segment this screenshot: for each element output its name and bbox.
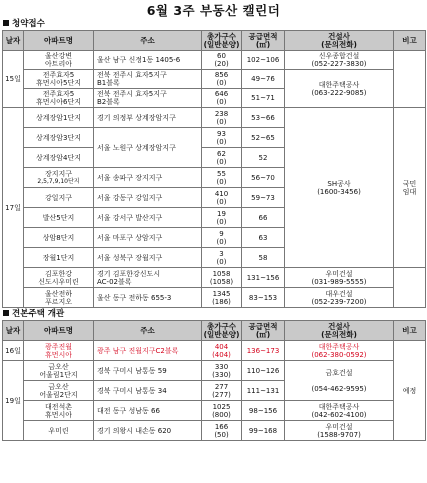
note-cell [394, 268, 426, 308]
apt-name: 김포한강 신도시우미린 [24, 268, 94, 288]
apt-name: 강일지구 [24, 188, 94, 208]
table-row [3, 361, 426, 381]
builder: 대한주택공사 (062-380-0592) [285, 341, 394, 361]
header-area: 공급면적 (㎡) [242, 321, 285, 341]
address: 울산 동구 전하동 655-3 [94, 288, 202, 308]
area: 136~173 [242, 341, 285, 361]
address: 서울 강동구 강일지구 [94, 188, 202, 208]
apt-name: 대전석촌 휴먼시아 [24, 401, 94, 421]
area: 99~168 [242, 421, 285, 441]
area: 59~73 [242, 188, 285, 208]
header-note: 비고 [394, 31, 426, 51]
area: 66 [242, 208, 285, 228]
units: 60 (20) [202, 51, 242, 70]
address: 대전 동구 성남동 66 [94, 401, 202, 421]
date-cell: 16일 [3, 341, 24, 361]
address: 서울 노원구 상계장암지구 [94, 128, 202, 168]
address: 광주 남구 진월지구C2블록 [94, 341, 202, 361]
units: 55 (0) [202, 168, 242, 188]
area: 110~126 [242, 361, 285, 381]
header-date: 날자 [3, 321, 24, 341]
apt-name: 상계장암4단지 [24, 148, 94, 168]
area: 49~76 [242, 70, 285, 89]
units: 1345 (186) [202, 288, 242, 308]
note-cell: 예정 [394, 341, 426, 441]
table-row [3, 70, 426, 89]
address: 울산 남구 신정1동 1405-6 [94, 51, 202, 70]
builder: 대우건설 (052-239-7200) [285, 288, 394, 308]
apt-name: 금오산 어울림2단지 [24, 381, 94, 401]
address: 경기 의정부 상계장암지구 [94, 108, 202, 128]
table-row [3, 421, 426, 441]
table-row [3, 288, 426, 308]
square-bullet-icon [3, 310, 9, 316]
apt-name: 우미린 [24, 421, 94, 441]
note-cell: 국민 임대 [394, 108, 426, 268]
units: 1058 (1058) [202, 268, 242, 288]
units: 3 (0) [202, 248, 242, 268]
apt-name: 상계장암1단지 [24, 108, 94, 128]
square-bullet-icon [3, 20, 9, 26]
section-label: 청약접수 [12, 19, 45, 29]
header-apt: 아파트명 [24, 31, 94, 51]
date-cell: 17일 [3, 108, 24, 308]
note-cell [394, 51, 426, 108]
builder: 신우종합건설 (052-227-3830) [285, 51, 394, 70]
address: 전북 전주시 효자5지구 B2블록 [94, 89, 202, 108]
area: 53~66 [242, 108, 285, 128]
section-model-house [0, 309, 427, 320]
area: 98~156 [242, 401, 285, 421]
address: 경기 김포한강신도시 AC-02블록 [94, 268, 202, 288]
area: 58 [242, 248, 285, 268]
area: 83~153 [242, 288, 285, 308]
apt-name: 상계장암3단지 [24, 128, 94, 148]
section-subscription [0, 19, 427, 30]
header-apt: 아파트명 [24, 321, 94, 341]
area: 131~156 [242, 268, 285, 288]
units: 19 (0) [202, 208, 242, 228]
address: 서울 강서구 발산지구 [94, 208, 202, 228]
units: 62 (0) [202, 148, 242, 168]
page-title: 6월 3주 부동산 캘린더 [146, 3, 281, 18]
apt-name: 상암8단지 [24, 228, 94, 248]
units: 404 (404) [202, 341, 242, 361]
section-label: 견본주택 개관 [12, 309, 65, 319]
header-units: 총가구수 (일반분양) [202, 31, 242, 51]
table-row [3, 401, 426, 421]
units: 277 (277) [202, 381, 242, 401]
area: 111~131 [242, 381, 285, 401]
apt-name: 전주효자5 휴먼시아6단지 [24, 89, 94, 108]
builder: 대한주택공사 (042-602-4100) [285, 401, 394, 421]
header-units: 총가구수 (일반분양) [202, 321, 242, 341]
area: 56~70 [242, 168, 285, 188]
units: 9 (0) [202, 228, 242, 248]
area: 51~71 [242, 89, 285, 108]
table-row [3, 268, 426, 288]
header-area: 공급면적 (㎡) [242, 31, 285, 51]
apt-name: 장지지구 2,5,7,9,10단지 [24, 168, 94, 188]
builder: 대한주택공사 (063-222-9085) [285, 70, 394, 108]
area: 52~65 [242, 128, 285, 148]
model-house-table [2, 320, 426, 441]
builder: 금호건설 (054-462-9595) [285, 361, 394, 401]
apt-name: 전주효자5 휴먼시아5단지 [24, 70, 94, 89]
subscription-table [2, 30, 426, 308]
table-row [3, 108, 426, 128]
units: 93 (0) [202, 128, 242, 148]
header-builder: 건설사 (문의전화) [285, 321, 394, 341]
area: 52 [242, 148, 285, 168]
address: 경북 구미시 남통동 34 [94, 381, 202, 401]
address: 경북 구미시 남통동 59 [94, 361, 202, 381]
units: 856 (0) [202, 70, 242, 89]
builder: 우미건설 (1588-9707) [285, 421, 394, 441]
apt-name: 울산전하 푸르지오 [24, 288, 94, 308]
header-date: 날자 [3, 31, 24, 51]
header-addr: 주소 [94, 321, 202, 341]
units: 1025 (800) [202, 401, 242, 421]
apt-name: 광주진월 휴먼시아 [24, 341, 94, 361]
units: 238 (0) [202, 108, 242, 128]
units: 410 (0) [202, 188, 242, 208]
header-addr: 주소 [94, 31, 202, 51]
apt-name: 장월1단지 [24, 248, 94, 268]
date-cell: 19일 [3, 361, 24, 441]
builder: SH공사 (1600-3456) [285, 108, 394, 268]
header-note: 비고 [394, 321, 426, 341]
apt-name: 울산강변 아트리아 [24, 51, 94, 70]
address: 서울 송파구 장지지구 [94, 168, 202, 188]
area: 102~106 [242, 51, 285, 70]
address: 서울 성북구 장월지구 [94, 248, 202, 268]
builder: 우미건설 (031-989-5555) [285, 268, 394, 288]
address: 서울 마포구 상암지구 [94, 228, 202, 248]
units: 330 (330) [202, 361, 242, 381]
apt-name: 금오산 어울림1단지 [24, 361, 94, 381]
area: 63 [242, 228, 285, 248]
address: 경기 의왕시 내손동 620 [94, 421, 202, 441]
table-row [3, 341, 426, 361]
apt-name: 발산5단지 [24, 208, 94, 228]
units: 646 (0) [202, 89, 242, 108]
header-builder: 건설사 (문의전화) [285, 31, 394, 51]
units: 166 (50) [202, 421, 242, 441]
address: 전북 전주시 효자5지구 B1블록 [94, 70, 202, 89]
date-cell: 15일 [3, 51, 24, 108]
table-row [3, 51, 426, 70]
